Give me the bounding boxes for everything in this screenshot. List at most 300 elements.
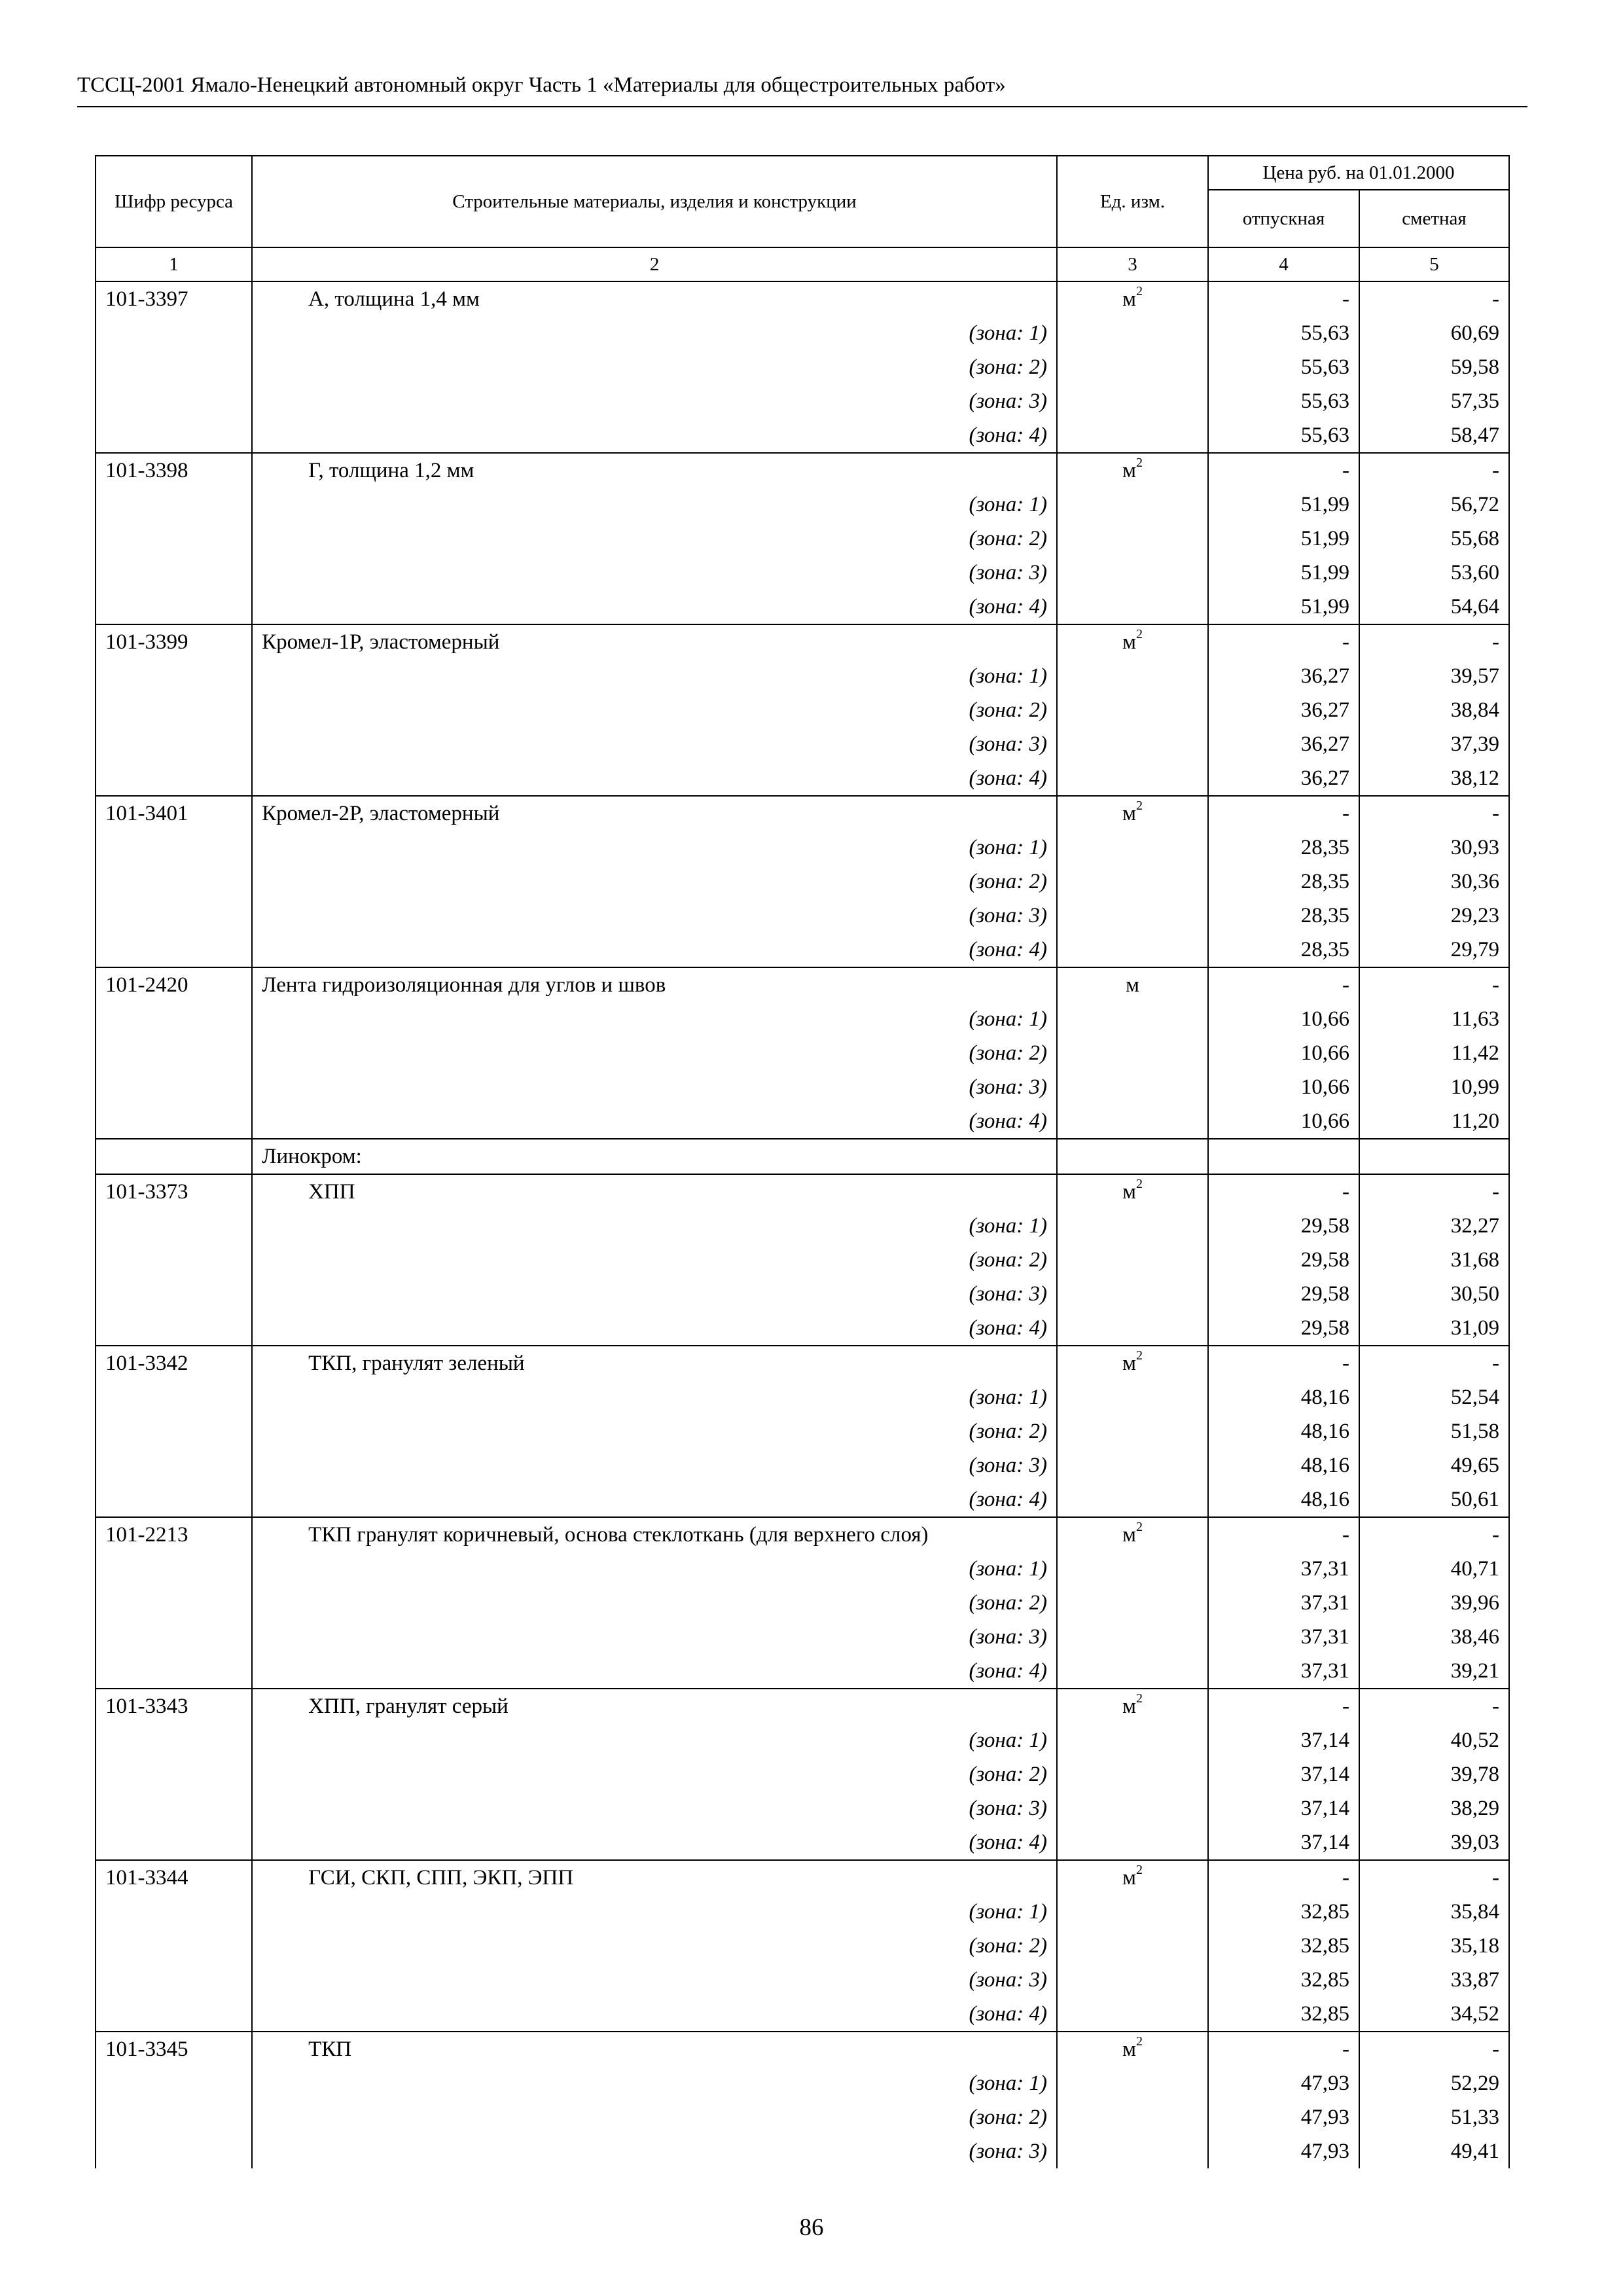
zone-label: (зона: 1) bbox=[252, 1209, 1057, 1243]
zone-label: (зона: 4) bbox=[252, 590, 1057, 624]
material-name: ХПП, гранулят серый bbox=[252, 1689, 1057, 1723]
zone-label: (зона: 1) bbox=[252, 1002, 1057, 1036]
release-price: 37,31 bbox=[1208, 1620, 1359, 1654]
release-price: 32,85 bbox=[1208, 1963, 1359, 1997]
release-price: 51,99 bbox=[1208, 590, 1359, 624]
resource-code: 101-2420 bbox=[96, 967, 252, 1002]
unit-cell bbox=[1057, 865, 1208, 899]
unit-cell bbox=[1057, 933, 1208, 967]
zone-row bbox=[96, 865, 1509, 899]
resource-code-cell bbox=[96, 590, 252, 624]
estimate-price: 30,50 bbox=[1359, 1277, 1509, 1311]
zone-row bbox=[96, 933, 1509, 967]
release-price: 28,35 bbox=[1208, 899, 1359, 933]
zone-row bbox=[96, 899, 1509, 933]
release-price: 48,16 bbox=[1208, 1414, 1359, 1448]
resource-code-cell bbox=[96, 522, 252, 556]
release-price: 51,99 bbox=[1208, 522, 1359, 556]
resource-code-cell bbox=[96, 488, 252, 522]
estimate-price: 57,35 bbox=[1359, 384, 1509, 418]
resource-code-cell bbox=[96, 761, 252, 796]
zone-row bbox=[96, 522, 1509, 556]
release-price: 55,63 bbox=[1208, 418, 1359, 453]
estimate-price: - bbox=[1359, 624, 1509, 659]
resource-code: 101-3398 bbox=[96, 453, 252, 488]
release-price: - bbox=[1208, 1517, 1359, 1552]
zone-row bbox=[96, 727, 1509, 761]
estimate-price: 60,69 bbox=[1359, 316, 1509, 350]
release-price: 28,35 bbox=[1208, 831, 1359, 865]
zone-row bbox=[96, 1311, 1509, 1346]
zone-label: (зона: 3) bbox=[252, 384, 1057, 418]
release-price: - bbox=[1208, 796, 1359, 831]
unit-cell bbox=[1057, 522, 1208, 556]
resource-code: 101-3373 bbox=[96, 1174, 252, 1209]
estimate-price: 32,27 bbox=[1359, 1209, 1509, 1243]
unit-exponent: 2 bbox=[1135, 2034, 1143, 2049]
release-price: 55,63 bbox=[1208, 384, 1359, 418]
estimate-price: 37,39 bbox=[1359, 727, 1509, 761]
release-price: 47,93 bbox=[1208, 2066, 1359, 2100]
unit-cell bbox=[1057, 693, 1208, 727]
release-price: 36,27 bbox=[1208, 761, 1359, 796]
unit-exponent: 2 bbox=[1135, 284, 1143, 298]
unit-cell bbox=[1057, 1209, 1208, 1243]
unit-cell bbox=[1057, 1895, 1208, 1929]
zone-row bbox=[96, 1414, 1509, 1448]
unit-cell bbox=[1057, 1929, 1208, 1963]
column-number: 3 bbox=[1057, 247, 1208, 281]
resource-code-cell bbox=[96, 1070, 252, 1104]
unit-cell bbox=[1057, 2066, 1208, 2100]
release-price: 37,14 bbox=[1208, 1825, 1359, 1860]
table-body bbox=[96, 281, 1509, 2168]
unit-cell bbox=[1057, 2100, 1208, 2134]
zone-row bbox=[96, 761, 1509, 796]
zone-label: (зона: 2) bbox=[252, 350, 1057, 384]
zone-label: (зона: 2) bbox=[252, 2100, 1057, 2134]
unit-cell bbox=[1057, 1414, 1208, 1448]
release-price: - bbox=[1208, 1346, 1359, 1380]
resource-code-cell bbox=[96, 1654, 252, 1689]
zone-row bbox=[96, 1620, 1509, 1654]
zone-label: (зона: 1) bbox=[252, 1552, 1057, 1586]
unit-of-measure bbox=[1057, 1346, 1208, 1380]
resource-code-cell bbox=[96, 1586, 252, 1620]
estimate-price: 31,68 bbox=[1359, 1243, 1509, 1277]
unit-of-measure bbox=[1057, 2032, 1208, 2066]
unit-cell bbox=[1057, 1791, 1208, 1825]
resource-code-cell bbox=[96, 1723, 252, 1757]
estimate-price: 31,09 bbox=[1359, 1311, 1509, 1346]
table-row bbox=[96, 1174, 1509, 1209]
column-number: 2 bbox=[252, 247, 1057, 281]
unit-cell bbox=[1057, 761, 1208, 796]
table-row bbox=[96, 281, 1509, 316]
unit-cell bbox=[1057, 590, 1208, 624]
unit-cell bbox=[1057, 1104, 1208, 1139]
column-header-code: Шифр ресурса bbox=[96, 156, 252, 247]
estimate-price: 52,54 bbox=[1359, 1380, 1509, 1414]
resource-code-cell bbox=[96, 865, 252, 899]
resource-code: 101-3399 bbox=[96, 624, 252, 659]
table-row bbox=[96, 453, 1509, 488]
release-price: 37,31 bbox=[1208, 1552, 1359, 1586]
unit-cell bbox=[1057, 316, 1208, 350]
zone-row bbox=[96, 1070, 1509, 1104]
release-price: 37,14 bbox=[1208, 1757, 1359, 1791]
release-price: 51,99 bbox=[1208, 488, 1359, 522]
zone-label: (зона: 4) bbox=[252, 418, 1057, 453]
zone-row bbox=[96, 556, 1509, 590]
zone-label: (зона: 1) bbox=[252, 831, 1057, 865]
unit-cell bbox=[1057, 1997, 1208, 2032]
release-price: - bbox=[1208, 2032, 1359, 2066]
estimate-price: - bbox=[1359, 453, 1509, 488]
group-row bbox=[96, 1139, 1509, 1174]
resource-code-cell bbox=[96, 1104, 252, 1139]
estimate-price: 11,63 bbox=[1359, 1002, 1509, 1036]
unit-exponent: 2 bbox=[1135, 1863, 1143, 1877]
unit-text: м bbox=[1122, 287, 1136, 311]
zone-label: (зона: 4) bbox=[252, 1997, 1057, 2032]
release-price: 29,58 bbox=[1208, 1311, 1359, 1346]
zone-row bbox=[96, 384, 1509, 418]
resource-code: 101-3343 bbox=[96, 1689, 252, 1723]
unit-cell bbox=[1057, 556, 1208, 590]
resource-code-cell bbox=[96, 1895, 252, 1929]
unit-cell bbox=[1057, 1277, 1208, 1311]
resource-code-cell bbox=[96, 1757, 252, 1791]
table-row bbox=[96, 1689, 1509, 1723]
unit-cell bbox=[1057, 1586, 1208, 1620]
zone-label: (зона: 1) bbox=[252, 316, 1057, 350]
unit-cell bbox=[1057, 727, 1208, 761]
estimate-price: - bbox=[1359, 281, 1509, 316]
zone-label: (зона: 2) bbox=[252, 1243, 1057, 1277]
estimate-price: 53,60 bbox=[1359, 556, 1509, 590]
zone-label: (зона: 3) bbox=[252, 2134, 1057, 2168]
zone-row bbox=[96, 1036, 1509, 1070]
zone-row bbox=[96, 2100, 1509, 2134]
zone-label: (зона: 3) bbox=[252, 899, 1057, 933]
zone-label: (зона: 2) bbox=[252, 693, 1057, 727]
unit-of-measure bbox=[1057, 1517, 1208, 1552]
estimate-price: 39,03 bbox=[1359, 1825, 1509, 1860]
estimate-price: 40,71 bbox=[1359, 1552, 1509, 1586]
release-price: 47,93 bbox=[1208, 2134, 1359, 2168]
estimate-price: - bbox=[1359, 2032, 1509, 2066]
zone-row bbox=[96, 1654, 1509, 1689]
estimate-price: 50,61 bbox=[1359, 1482, 1509, 1517]
unit-cell bbox=[1057, 1036, 1208, 1070]
resource-code-cell bbox=[96, 727, 252, 761]
unit-text: м bbox=[1122, 630, 1136, 654]
column-number: 4 bbox=[1208, 247, 1359, 281]
unit-exponent: 2 bbox=[1135, 456, 1143, 470]
column-header-estimate-price: сметная bbox=[1359, 190, 1509, 247]
release-price: 37,14 bbox=[1208, 1791, 1359, 1825]
zone-row bbox=[96, 350, 1509, 384]
resource-code-cell bbox=[96, 1791, 252, 1825]
column-number: 1 bbox=[96, 247, 252, 281]
estimate-price: 38,12 bbox=[1359, 761, 1509, 796]
unit-cell bbox=[1057, 899, 1208, 933]
unit-text: м bbox=[1122, 1695, 1136, 1718]
estimate-price: 51,58 bbox=[1359, 1414, 1509, 1448]
estimate-price: 35,84 bbox=[1359, 1895, 1509, 1929]
estimate-price: 11,42 bbox=[1359, 1036, 1509, 1070]
estimate-price: 56,72 bbox=[1359, 488, 1509, 522]
column-header-release-price: отпускная bbox=[1208, 190, 1359, 247]
zone-row bbox=[96, 1380, 1509, 1414]
resource-code-cell bbox=[96, 1243, 252, 1277]
unit-cell bbox=[1057, 418, 1208, 453]
resource-code: 101-3397 bbox=[96, 281, 252, 316]
resource-code-cell bbox=[96, 316, 252, 350]
estimate-price: 49,65 bbox=[1359, 1448, 1509, 1482]
unit-of-measure bbox=[1057, 1174, 1208, 1209]
unit-of-measure bbox=[1057, 1689, 1208, 1723]
estimate-price: 38,84 bbox=[1359, 693, 1509, 727]
resource-code-cell bbox=[96, 2066, 252, 2100]
release-price: 51,99 bbox=[1208, 556, 1359, 590]
unit-cell bbox=[1057, 1311, 1208, 1346]
release-price: 48,16 bbox=[1208, 1448, 1359, 1482]
estimate-price: - bbox=[1359, 1860, 1509, 1895]
group-title: Линокром: bbox=[252, 1139, 1057, 1174]
release-price: 29,58 bbox=[1208, 1277, 1359, 1311]
release-price: 10,66 bbox=[1208, 1104, 1359, 1139]
zone-label: (зона: 4) bbox=[252, 1104, 1057, 1139]
unit-exponent: 2 bbox=[1135, 1348, 1143, 1363]
material-name: ТКП гранулят коричневый, основа стеклоткань (для верхнего слоя) bbox=[252, 1517, 1057, 1552]
estimate-price: - bbox=[1359, 1517, 1509, 1552]
unit-of-measure bbox=[1057, 796, 1208, 831]
release-price: - bbox=[1208, 281, 1359, 316]
zone-row bbox=[96, 1482, 1509, 1517]
zone-label: (зона: 4) bbox=[252, 1654, 1057, 1689]
unit-text: м bbox=[1122, 1866, 1136, 1890]
estimate-price: 55,68 bbox=[1359, 522, 1509, 556]
unit-of-measure bbox=[1057, 281, 1208, 316]
zone-row bbox=[96, 1552, 1509, 1586]
unit-text: м bbox=[1126, 973, 1139, 997]
release-price: 32,85 bbox=[1208, 1895, 1359, 1929]
table-row bbox=[96, 2032, 1509, 2066]
unit-text: м bbox=[1122, 1523, 1136, 1547]
zone-row bbox=[96, 1757, 1509, 1791]
resource-code-cell bbox=[96, 1311, 252, 1346]
zone-row bbox=[96, 488, 1509, 522]
zone-label: (зона: 3) bbox=[252, 1620, 1057, 1654]
zone-label: (зона: 1) bbox=[252, 659, 1057, 693]
estimate-price: - bbox=[1359, 1689, 1509, 1723]
table-row bbox=[96, 796, 1509, 831]
resource-code-cell bbox=[96, 1620, 252, 1654]
zone-row bbox=[96, 1929, 1509, 1963]
material-name: Кромел-1Р, эластомерный bbox=[252, 624, 1057, 659]
unit-cell bbox=[1057, 1723, 1208, 1757]
table-row bbox=[96, 1346, 1509, 1380]
zone-label: (зона: 3) bbox=[252, 1070, 1057, 1104]
unit-exponent: 2 bbox=[1135, 1520, 1143, 1534]
zone-label: (зона: 2) bbox=[252, 522, 1057, 556]
table-row bbox=[96, 967, 1509, 1002]
zone-row bbox=[96, 2066, 1509, 2100]
resource-code-cell bbox=[96, 1209, 252, 1243]
release-price: 37,31 bbox=[1208, 1654, 1359, 1689]
resource-code-cell bbox=[96, 831, 252, 865]
zone-label: (зона: 3) bbox=[252, 1448, 1057, 1482]
zone-row bbox=[96, 1002, 1509, 1036]
resource-code-cell bbox=[96, 1414, 252, 1448]
column-header-name: Строительные материалы, изделия и конструкции bbox=[252, 156, 1057, 247]
unit-cell bbox=[1057, 1002, 1208, 1036]
release-price: 55,63 bbox=[1208, 350, 1359, 384]
resource-code-cell bbox=[96, 899, 252, 933]
estimate-price: 54,64 bbox=[1359, 590, 1509, 624]
column-header-price: Цена руб. на 01.01.2000 bbox=[1208, 156, 1509, 190]
column-number: 5 bbox=[1359, 247, 1509, 281]
zone-row bbox=[96, 1997, 1509, 2032]
resource-code-cell bbox=[96, 933, 252, 967]
release-price: - bbox=[1208, 967, 1359, 1002]
material-name: ТКП bbox=[252, 2032, 1057, 2066]
zone-row bbox=[96, 693, 1509, 727]
resource-code: 101-3345 bbox=[96, 2032, 252, 2066]
zone-row bbox=[96, 316, 1509, 350]
zone-row bbox=[96, 1895, 1509, 1929]
zone-label: (зона: 4) bbox=[252, 933, 1057, 967]
release-price: 36,27 bbox=[1208, 727, 1359, 761]
resource-code-cell bbox=[96, 659, 252, 693]
material-name: ТКП, гранулят зеленый bbox=[252, 1346, 1057, 1380]
release-price: 10,66 bbox=[1208, 1036, 1359, 1070]
estimate-price: 34,52 bbox=[1359, 1997, 1509, 2032]
unit-cell bbox=[1057, 659, 1208, 693]
estimate-price: 38,29 bbox=[1359, 1791, 1509, 1825]
release-price: 29,58 bbox=[1208, 1243, 1359, 1277]
estimate-price-cell bbox=[1359, 1139, 1509, 1174]
zone-label: (зона: 1) bbox=[252, 1380, 1057, 1414]
release-price: 37,14 bbox=[1208, 1723, 1359, 1757]
unit-cell bbox=[1057, 384, 1208, 418]
unit-cell bbox=[1057, 1552, 1208, 1586]
zone-label: (зона: 4) bbox=[252, 761, 1057, 796]
zone-label: (зона: 3) bbox=[252, 1963, 1057, 1997]
zone-label: (зона: 1) bbox=[252, 2066, 1057, 2100]
zone-row bbox=[96, 1723, 1509, 1757]
zone-label: (зона: 2) bbox=[252, 1036, 1057, 1070]
zone-row bbox=[96, 1209, 1509, 1243]
release-price: - bbox=[1208, 1174, 1359, 1209]
zone-label: (зона: 3) bbox=[252, 556, 1057, 590]
estimate-price: - bbox=[1359, 1174, 1509, 1209]
estimate-price: 33,87 bbox=[1359, 1963, 1509, 1997]
release-price: 10,66 bbox=[1208, 1002, 1359, 1036]
estimate-price: 58,47 bbox=[1359, 418, 1509, 453]
material-name: А, толщина 1,4 мм bbox=[252, 281, 1057, 316]
unit-cell bbox=[1057, 1963, 1208, 1997]
resource-code-cell bbox=[96, 2134, 252, 2168]
release-price: - bbox=[1208, 1689, 1359, 1723]
zone-label: (зона: 2) bbox=[252, 1414, 1057, 1448]
release-price: 37,31 bbox=[1208, 1586, 1359, 1620]
unit-cell bbox=[1057, 1380, 1208, 1414]
zone-label: (зона: 1) bbox=[252, 1723, 1057, 1757]
unit-of-measure bbox=[1057, 453, 1208, 488]
resource-code: 101-3344 bbox=[96, 1860, 252, 1895]
zone-label: (зона: 2) bbox=[252, 1929, 1057, 1963]
estimate-price: 59,58 bbox=[1359, 350, 1509, 384]
unit-cell bbox=[1057, 350, 1208, 384]
estimate-price: 52,29 bbox=[1359, 2066, 1509, 2100]
zone-row bbox=[96, 1586, 1509, 1620]
zone-label: (зона: 3) bbox=[252, 1277, 1057, 1311]
resource-code-cell bbox=[96, 2100, 252, 2134]
zone-label: (зона: 4) bbox=[252, 1311, 1057, 1346]
estimate-price: 39,78 bbox=[1359, 1757, 1509, 1791]
estimate-price: 30,93 bbox=[1359, 831, 1509, 865]
estimate-price: 30,36 bbox=[1359, 865, 1509, 899]
zone-row bbox=[96, 1104, 1509, 1139]
release-price: 48,16 bbox=[1208, 1482, 1359, 1517]
resource-code-cell bbox=[96, 1929, 252, 1963]
release-price: 10,66 bbox=[1208, 1070, 1359, 1104]
unit-cell bbox=[1057, 1070, 1208, 1104]
table-row bbox=[96, 1860, 1509, 1895]
zone-label: (зона: 3) bbox=[252, 727, 1057, 761]
zone-label: (зона: 2) bbox=[252, 1757, 1057, 1791]
unit-cell bbox=[1057, 831, 1208, 865]
unit-text: м bbox=[1122, 459, 1136, 482]
unit-exponent: 2 bbox=[1135, 627, 1143, 641]
zone-row bbox=[96, 659, 1509, 693]
page-header: ТССЦ-2001 Ямало-Ненецкий автономный округ Часть 1 «Материалы для общестроительных работ» bbox=[77, 72, 1527, 107]
unit-cell bbox=[1057, 1757, 1208, 1791]
estimate-price: 39,21 bbox=[1359, 1654, 1509, 1689]
material-name: Лента гидроизоляционная для углов и швов bbox=[252, 967, 1057, 1002]
unit-cell bbox=[1057, 1139, 1208, 1174]
estimate-price: 51,33 bbox=[1359, 2100, 1509, 2134]
estimate-price: 39,96 bbox=[1359, 1586, 1509, 1620]
estimate-price: - bbox=[1359, 967, 1509, 1002]
zone-row bbox=[96, 1791, 1509, 1825]
resource-code-cell bbox=[96, 1552, 252, 1586]
unit-text: м bbox=[1122, 802, 1136, 825]
unit-cell bbox=[1057, 1654, 1208, 1689]
resource-code-cell bbox=[96, 1002, 252, 1036]
estimate-price: 40,52 bbox=[1359, 1723, 1509, 1757]
unit-cell bbox=[1057, 488, 1208, 522]
release-price: 36,27 bbox=[1208, 693, 1359, 727]
resource-code-cell bbox=[96, 384, 252, 418]
zone-label: (зона: 2) bbox=[252, 865, 1057, 899]
estimate-price: 29,23 bbox=[1359, 899, 1509, 933]
estimate-price: 49,41 bbox=[1359, 2134, 1509, 2168]
material-name: ГСИ, СКП, СПП, ЭКП, ЭПП bbox=[252, 1860, 1057, 1895]
release-price: 32,85 bbox=[1208, 1929, 1359, 1963]
release-price: 32,85 bbox=[1208, 1997, 1359, 2032]
unit-cell bbox=[1057, 1243, 1208, 1277]
unit-text: м bbox=[1122, 1180, 1136, 1204]
release-price: 48,16 bbox=[1208, 1380, 1359, 1414]
release-price-cell bbox=[1208, 1139, 1359, 1174]
unit-exponent: 2 bbox=[1135, 798, 1143, 813]
unit-text: м bbox=[1122, 2037, 1136, 2061]
estimate-price: 10,99 bbox=[1359, 1070, 1509, 1104]
